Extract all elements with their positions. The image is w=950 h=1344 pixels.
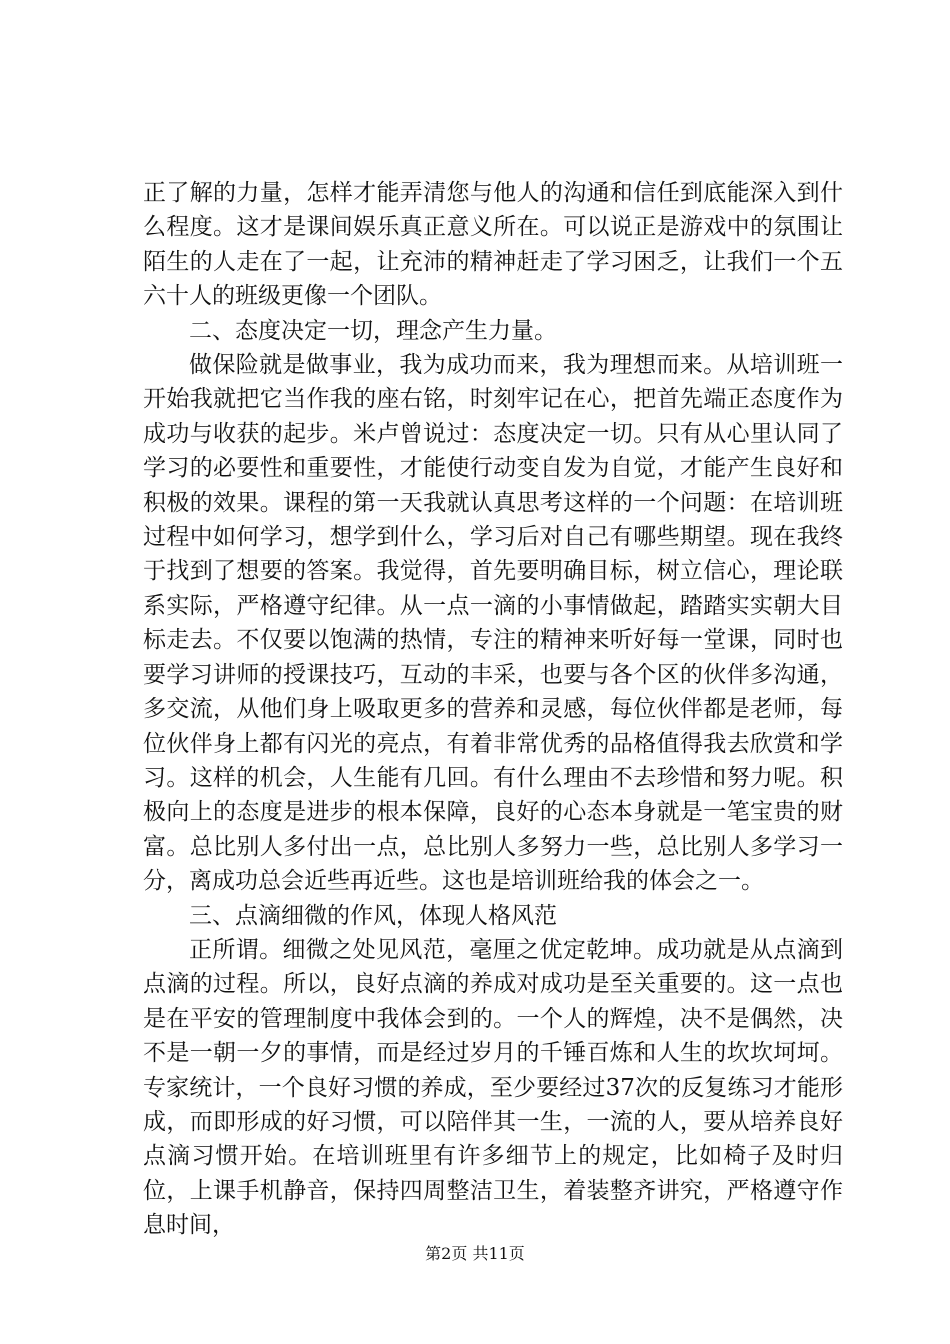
section-heading-3: 三、点滴细微的作风，体现人格风范: [189, 902, 557, 929]
body-text: [143, 176, 843, 1243]
paragraph-continued: 正了解的力量，怎样才能弄清您与他人的沟通和信任到底能深入到什么程度。这才是课间娱乐真正意义所在。可以说正是游戏中的氛围让陌生的人走在了一起，让充沛的精神赶走了学习困乏，让我们一个五六十人的班级更像一个团队。: [143, 180, 843, 310]
page-footer: 第2页 共11页: [425, 1244, 525, 1263]
section-heading-2: 二、态度决定一切，理念产生力量。: [189, 317, 557, 344]
paragraph-details: 正所谓。细微之处见风范，毫厘之优定乾坤。成功就是从点滴到点滴的过程。所以，良好点滴的养成对成功是至关重要的。这一点也是在平安的管理制度中我体会到的。一个人的辉煌，决不是偶然，决不是一朝一夕的事情，而是经过岁月的千锤百炼和人生的坎坎坷坷。专家统计，一个良好习惯的养成，至少要经过37次的反复练习才能形成，而即形成的好习惯，可以陪伴其一生，一流的人，要从培养良好点滴习惯开始。在培训班里有许多细节上的规定，比如椅子及时归位，上课手机静音，保持四周整洁卫生，着装整齐讲究，严格遵守作息时间，: [143, 936, 843, 1239]
paragraph-attitude: 做保险就是做事业，我为成功而来，我为理想而来。从培训班一开始我就把它当作我的座右铭，时刻牢记在心，把首先端正态度作为成功与收获的起步。米卢曾说过：态度决定一切。只有从心里认同了学习的必要性和重要性，才能使行动变自发为自觉，才能产生良好和积极的效果。课程的第一天我就认真思考这样的一个问题：在培训班过程中如何学习，想学到什么，学习后对自己有哪些期望。现在我终于找到了想要的答案。我觉得，首先要明确目标，树立信心，理论联系实际，严格遵守纪律。从一点一滴的小事情做起，踏踏实实朝大目标走去。不仅要以饱满的热情，专注的精神来听好每一堂课，同时也要学习讲师的授课技巧，互动的丰采，也要与各个区的伙伴多沟通，多交流，从他们身上吸取更多的营养和灵感，每位伙伴都是老师，每位伙伴身上都有闪光的亮点，有着非常优秀的品格值得我去欣赏和学习。这样的机会，人生能有几回。有什么理由不去珍惜和努力呢。积极向上的态度是进步的根本保障，良好的心态本身就是一笔宝贵的财富。总比别人多付出一点，总比别人多努力一些，总比别人多学习一分，离成功总会近些再近些。这也是培训班给我的体会之一。: [143, 352, 843, 895]
